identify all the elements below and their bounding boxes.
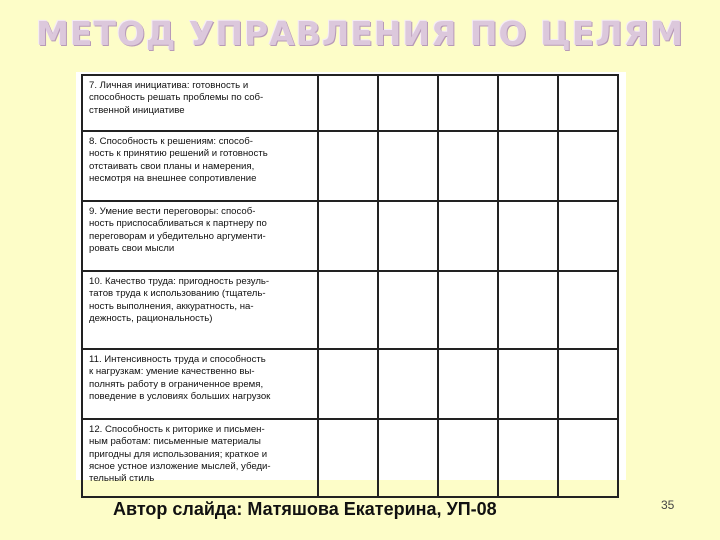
slide-number: 35 <box>661 498 675 512</box>
criteria-table-scan <box>76 72 626 485</box>
rating-cell <box>318 131 378 201</box>
table-row <box>82 419 618 497</box>
rating-cell <box>378 201 438 271</box>
rating-cell <box>378 131 438 201</box>
rating-cell <box>498 271 558 349</box>
slide-title: МЕТОД УПРАВЛЕНИЯ ПО ЦЕЛЯМ <box>36 14 684 53</box>
table-row <box>82 271 618 349</box>
rating-cell <box>318 349 378 419</box>
rating-cell <box>438 75 498 131</box>
rating-cell <box>498 131 558 201</box>
rating-cell <box>318 419 378 497</box>
table-row <box>82 349 618 419</box>
rating-cell <box>438 131 498 201</box>
rating-cell <box>558 131 618 201</box>
rating-cell <box>378 419 438 497</box>
criterion-9-label: 9. Умение вести переговоры: способ- ность приспосабливаться к партнеру по переговорам и убедительно аргументи- ровать свои мысли <box>82 201 318 271</box>
rating-cell <box>558 271 618 349</box>
rating-cell <box>558 349 618 419</box>
table-row <box>82 201 618 271</box>
rating-cell <box>318 271 378 349</box>
criterion-12-label: 12. Способность к риторике и письмен- ным работам: письменные материалы пригодны для использования; краткое и ясное устное изложение мыслей, убеди- тельный стиль <box>82 419 318 497</box>
footer-author: Автор слайда: Матяшова Екатерина, УП-08 <box>113 499 497 519</box>
rating-cell <box>558 201 618 271</box>
rating-cell <box>378 271 438 349</box>
rating-cell <box>378 349 438 419</box>
criterion-10-label: 10. Качество труда: пригодность резуль- татов труда к использованию (тщатель- ность выполнения, аккуратность, на- дежность, рациональность) <box>82 271 318 349</box>
rating-cell <box>498 349 558 419</box>
table-row <box>82 131 618 201</box>
rating-cell <box>438 419 498 497</box>
criteria-table <box>81 74 619 498</box>
rating-cell <box>318 201 378 271</box>
rating-cell <box>498 201 558 271</box>
rating-cell <box>498 75 558 131</box>
criterion-7-label: 7. Личная инициатива: готовность и способность решать проблемы по соб- ственной инициативе <box>82 75 318 131</box>
criterion-11-label: 11. Интенсивность труда и способность к нагрузкам: умение качественно вы- полнять работу в ограниченное время, поведение в условиях больших нагрузок <box>82 349 318 419</box>
rating-cell <box>438 349 498 419</box>
rating-cell <box>558 419 618 497</box>
table-row <box>82 75 618 131</box>
criterion-8-label: 8. Способность к решениям: способ- ность к принятию решений и готовность отстаивать свои планы и намерения, несмотря на внешнее сопротивление <box>82 131 318 201</box>
rating-cell <box>558 75 618 131</box>
rating-cell <box>378 75 438 131</box>
rating-cell <box>438 271 498 349</box>
rating-cell <box>318 75 378 131</box>
rating-cell <box>438 201 498 271</box>
rating-cell <box>498 419 558 497</box>
